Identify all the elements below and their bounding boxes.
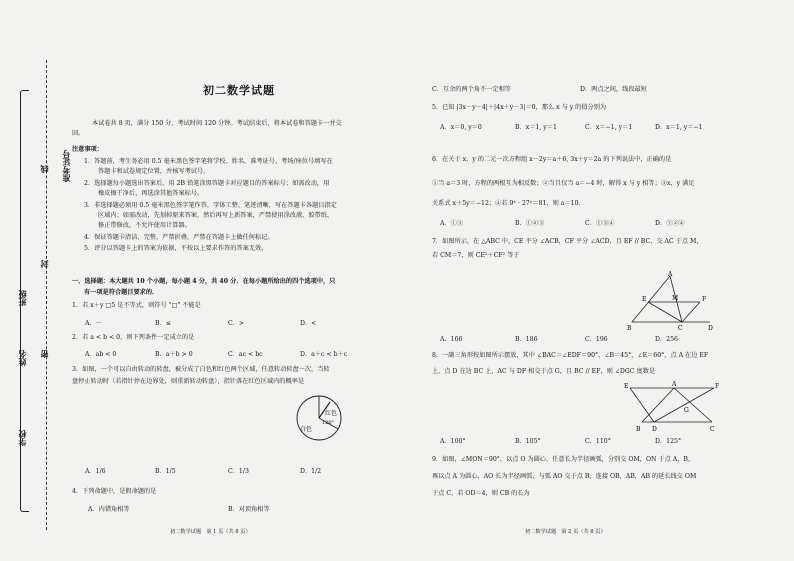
q8-opt-a: A．100° [440,438,466,445]
q7-opt-d: D．256 [655,336,678,343]
q3-opt-c: C．1/3 [228,468,249,475]
school-label: 学校 [17,430,27,446]
svg-text:A: A [672,381,677,388]
svg-text:G: G [684,407,689,414]
q6-opt-b: B．①②③ [515,220,545,227]
exam-number-label: 准考证号 [61,150,71,182]
q8-opt-d: D．125° [655,438,682,445]
q6-stem: 6．在关于 x，y 的二元一次方程组 x－2y＝a＋6, 3x＋y＝2a 的下列说法中，正确的是 [432,156,672,163]
q4-opt-d: D．两点之间，线段最短 [580,86,647,93]
q6-item-2: 关系式 x＋5y＝−12；④若 9ˣ · 27ʸ＝81，则 a＝10． [432,200,585,207]
name-label: 姓名 [17,350,27,366]
page-2-footer: 初二数学试题 第 2 页（共 8 页） [525,529,606,535]
notice-1a: 1．答题前，考生务必用 0.5 毫米黑色签字笔将学校、姓名、准考证号、考场/座位号填写在 [84,158,333,165]
notice-4: 4．保证答题卡清洁、完整，严禁折叠，严禁在答题卡上做任何标记。 [84,234,274,241]
q1-opt-a: A．－ [85,320,102,327]
svg-text:B: B [636,426,641,433]
q5-opt-a: A．x＝0, y＝0 [440,124,482,131]
spinner-figure [294,393,344,443]
q3-stem-2: 盘停止转动时（若指针停在边界处，则重新转动转盘），指针落在红色区域内的概率是 [72,378,305,385]
q1-opt-d: D．< [300,320,317,327]
svg-text:D: D [708,325,713,332]
q6-item-1: ①当 a＝3 时，方程的两根互为相反数；②当且仅当 a＝−4 时，解得 x 与 y 相等；③x，y 满足 [432,180,695,187]
spinner-white-label: 白色 [300,426,313,433]
svg-text:C: C [678,325,683,332]
svg-text:B: B [627,325,632,332]
svg-text:D: D [652,426,657,433]
q7-stem-2: 若 CM＝7，则 CE²＋CF² 等于 [432,252,520,259]
notice-5: 5．评分以答题卡上的答案为依据，不按以上要求作答的答案无效。 [84,245,268,252]
svg-text:C: C [710,426,715,433]
svg-text:M: M [672,295,679,302]
q4-opt-b: B．对顶角相等 [228,506,270,513]
q7-opt-a: A．166 [440,336,463,343]
q8-stem-1: 8．一副三角形按如图所示摆放，其中 ∠BAC＝∠EDF＝90°，∠B＝45°，∠E＝60°，点 A 在边 EF [432,352,709,359]
q7-triangle-figure [622,270,718,332]
notice-3a: 3．非选择题必须用 0.5 毫米黑色签字笔作答，字体工整、笔迹清晰，写在答题卡各题目指定 [84,202,337,209]
q8-opt-b: B．105° [515,438,541,445]
q2-opt-b: B．a＋b > 0 [155,351,193,358]
q7-stem-1: 7．如图所示，在 △ABC 中，CE 平分 ∠ACB，CF 平分 ∠ACD，且 EF // BC，交 AC 于点 M， [432,238,703,245]
class-label: 班级 [17,290,27,306]
q4-opt-a: A．内错角相等 [88,506,130,513]
q8-opt-c: C．110° [585,438,611,445]
q5-opt-d: D．x＝1, y＝−1 [655,124,703,131]
svg-text:E: E [642,296,647,303]
q3-opt-a: A．1/6 [85,468,106,475]
q5-stem: 5．已知 |3x－y－4|＋|4x＋y－3|＝0，那么 x 与 y 的值分别为 [432,104,607,111]
q6-opt-c: C．①③④ [585,220,615,227]
q5-opt-c: C．x＝−1, y＝1 [585,124,633,131]
q3-opt-d: D．1/2 [300,468,322,475]
svg-text:F: F [715,383,720,390]
notice-1b: 答题卡和试卷规定位置，并核写考试号。 [98,168,210,175]
seal-char-3: 线 [39,165,49,173]
q2-opt-a: A．ab < 0 [85,351,117,358]
intro-line-2: 回。 [72,130,85,137]
intro-line-1: 本试卷共 8 页，满分 150 分，考试时间 120 分钟。考试结束后，将本试卷和答题卡一并交 [92,120,342,127]
q2-stem: 2．若 a < b < 0，则下列条件一定成立的是 [72,334,195,341]
q1-opt-c: C．> [228,320,245,327]
q9-stem-3: 于点 C，若 OD＝4，则 CB 的长为 [432,490,530,497]
q2-opt-c: C．ac < bc [228,351,263,358]
q7-opt-c: C．196 [585,336,608,343]
q6-opt-a: A．①③ [440,220,464,227]
q7-opt-b: B．186 [515,336,538,343]
q6-opt-d: D．①②④ [655,220,685,227]
q5-opt-b: B．x＝1, y＝1 [515,124,557,131]
notice-3c: 修正带修改，不允许使用计算器。 [98,222,191,229]
page-1-footer: 初二数学试题 第 1 页（共 8 页） [170,529,251,535]
q3-stem-1: 3．如图，一个可以自由转动的转盘，被分成了白色和红色两个区域，任意转动转盘一次，当转 [72,366,330,373]
seal-char-2: 封 [39,260,49,268]
notice-2b: 橡皮擦干净后，再选涂其他答案标号。 [98,190,204,197]
notice-title: 注意事项： [72,146,103,153]
q3-opt-b: B．1/5 [155,468,176,475]
page-title: 初二数学试题 [203,84,275,97]
q8-set-squares-figure [622,378,722,434]
svg-text:F: F [702,296,707,303]
q8-stem-2: 上，点 D 在边 BC 上，AC 与 DF 相交于点 G，且 BC // EF，则 ∠DGC 度数是 [432,368,656,375]
spinner-angle-label: 120° [322,420,335,426]
q1-opt-b: B．≤ [155,320,171,327]
section-1-line-2: 有一项是符合题目要求的． [84,289,159,296]
q4-opt-c: C．互余的两个角不一定相等 [432,86,511,93]
q9-stem-2: 再以点 A 为圆心，AO 长为半径画弧，与弧 AO 交于点 B，连接 OB，AB，AB 的延长线交 OM [432,473,697,480]
spinner-red-label: 红色 [325,410,338,417]
section-1-line-1: 一、选择题：本大题共 10 个小题，每小题 4 分，共 40 分．在每小题所给出的四个选项中，只 [72,278,336,285]
notice-3b: 区域内；如需改动，先划掉原来答案，然后再写上新答案，严禁使用涂改液、胶带纸、 [98,212,334,219]
notice-2a: 2．选择题每小题选出答案后，用 2B 铅笔涂黑答题卡对应题目的答案标号；如需改动，用 [84,180,330,187]
q9-stem-1: 9．如图，∠MON＝90°，以点 O 为圆心，任意长为半径画弧，分别交 OM，ON 于点 A，B， [432,456,695,463]
q2-opt-d: D．a＋c < b＋c [300,351,348,358]
svg-text:A: A [668,271,673,278]
q1-stem: 1．若 x＋y □5 是不等式，则符号 "□" 不能是 [72,302,201,309]
seal-char-1: 密 [39,350,49,358]
q4-stem: 4．下列命题中，是假命题的是 [72,488,157,495]
seal-line [46,60,47,530]
svg-text:E: E [624,383,629,390]
